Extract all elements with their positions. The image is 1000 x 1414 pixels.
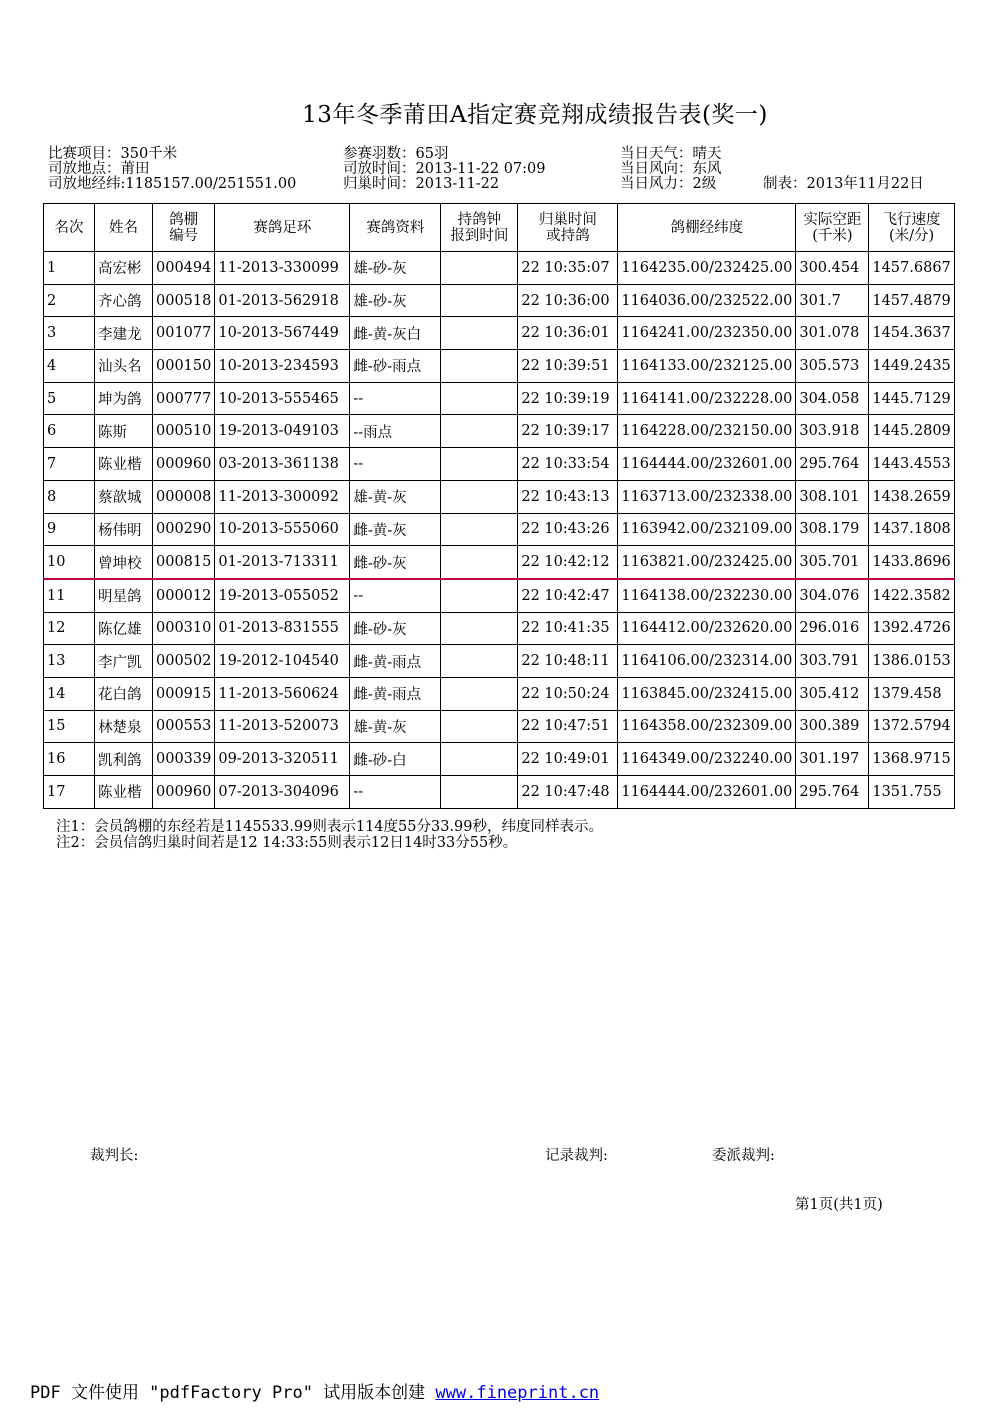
cell-loft-id: 000518 xyxy=(153,284,215,317)
cell-bird-info: -- xyxy=(350,579,441,612)
cell-return-time: 22 10:42:47 xyxy=(518,579,618,612)
header-ring: 赛鸽足环 xyxy=(215,204,350,252)
cell-name: 林楚泉 xyxy=(95,710,153,743)
cell-name: 杨伟明 xyxy=(95,513,153,546)
cell-rank: 4 xyxy=(44,350,95,383)
cell-clock-time xyxy=(441,350,518,383)
cell-bird-info: 雌-黄-雨点 xyxy=(350,677,441,710)
cell-distance: 303.918 xyxy=(796,415,869,448)
cell-name: 汕头名 xyxy=(95,350,153,383)
cell-name: 陈业楷 xyxy=(95,448,153,481)
cell-loft-id: 000815 xyxy=(153,546,215,579)
table-row xyxy=(44,284,955,317)
info-entries: 参赛羽数：65羽 xyxy=(343,146,449,162)
cell-speed: 1433.8696 xyxy=(869,546,954,579)
cell-clock-time xyxy=(441,317,518,350)
info-wind-direction: 当日风向：东风 xyxy=(620,161,722,177)
cell-rank: 1 xyxy=(44,252,95,285)
cell-return-time: 22 10:43:26 xyxy=(518,513,618,546)
cell-bird-info: 雌-砂-灰 xyxy=(350,546,441,579)
table-row xyxy=(44,513,955,546)
cell-distance: 308.101 xyxy=(796,480,869,513)
cell-loft-coords: 1163845.00/232415.00 xyxy=(618,677,796,710)
table-row xyxy=(44,677,955,710)
cell-ring: 01-2013-831555 xyxy=(215,612,350,645)
table-row xyxy=(44,415,955,448)
cell-speed: 1443.4553 xyxy=(869,448,954,481)
cell-return-time: 22 10:47:51 xyxy=(518,710,618,743)
pdf-footer xyxy=(30,1378,599,1403)
table-row xyxy=(44,350,955,383)
cell-loft-coords: 1164036.00/232522.00 xyxy=(618,284,796,317)
cell-ring: 09-2013-320511 xyxy=(215,743,350,776)
cell-return-time: 22 10:47:48 xyxy=(518,776,618,809)
cell-loft-id: 000290 xyxy=(153,513,215,546)
info-event: 比赛项目：350千米 xyxy=(48,146,178,162)
info-release-time: 司放时间：2013-11-22 07:09 xyxy=(343,161,546,177)
cell-bird-info: 雌-砂-白 xyxy=(350,743,441,776)
cell-ring: 10-2013-567449 xyxy=(215,317,350,350)
cell-loft-coords: 1164444.00/232601.00 xyxy=(618,448,796,481)
cell-clock-time xyxy=(441,284,518,317)
cell-name: 齐心鸽 xyxy=(95,284,153,317)
cell-ring: 11-2013-560624 xyxy=(215,677,350,710)
table-row xyxy=(44,776,955,809)
cell-loft-coords: 1164412.00/232620.00 xyxy=(618,612,796,645)
cell-loft-coords: 1163821.00/232425.00 xyxy=(618,546,796,579)
note-1: 注1：会员鸽棚的东经若是1145533.99则表示114度55分33.99秒，纬度同样表示。 xyxy=(56,819,603,835)
results-table xyxy=(43,203,955,809)
cell-name: 陈业楷 xyxy=(95,776,153,809)
cell-loft-id: 000960 xyxy=(153,448,215,481)
cell-ring: 10-2013-555060 xyxy=(215,513,350,546)
cell-name: 蔡歆城 xyxy=(95,480,153,513)
cell-clock-time xyxy=(441,579,518,612)
cell-speed: 1445.7129 xyxy=(869,382,954,415)
cell-clock-time xyxy=(441,677,518,710)
cell-loft-coords: 1164358.00/232309.00 xyxy=(618,710,796,743)
cell-loft-id: 000510 xyxy=(153,415,215,448)
header-distance: 实际空距 (千米) xyxy=(796,204,869,252)
cell-rank: 10 xyxy=(44,546,95,579)
cell-distance: 303.791 xyxy=(796,645,869,678)
cell-distance: 308.179 xyxy=(796,513,869,546)
cell-ring: 10-2013-234593 xyxy=(215,350,350,383)
header-rank: 名次 xyxy=(44,204,95,252)
cell-rank: 5 xyxy=(44,382,95,415)
cell-loft-id: 000960 xyxy=(153,776,215,809)
cell-loft-coords: 1164241.00/232350.00 xyxy=(618,317,796,350)
cell-distance: 304.076 xyxy=(796,579,869,612)
info-column-3 xyxy=(620,147,722,192)
header-return-time: 归巢时间 或持鸽 xyxy=(518,204,618,252)
cell-loft-coords: 1164444.00/232601.00 xyxy=(618,776,796,809)
cell-loft-id: 000012 xyxy=(153,579,215,612)
footer-text: PDF 文件使用 "pdfFactory Pro" 试用版本创建 xyxy=(30,1383,436,1403)
cell-ring: 11-2013-330099 xyxy=(215,252,350,285)
info-release-site: 司放地点：莆田 xyxy=(48,161,150,177)
cell-clock-time xyxy=(441,612,518,645)
footer-link[interactable]: www.fineprint.cn xyxy=(435,1383,600,1403)
cell-ring: 01-2013-562918 xyxy=(215,284,350,317)
cell-rank: 17 xyxy=(44,776,95,809)
cell-ring: 10-2013-555465 xyxy=(215,382,350,415)
cell-distance: 301.197 xyxy=(796,743,869,776)
cell-loft-coords: 1163942.00/232109.00 xyxy=(618,513,796,546)
cell-speed: 1437.1808 xyxy=(869,513,954,546)
cell-distance: 295.764 xyxy=(796,776,869,809)
cell-loft-id: 001077 xyxy=(153,317,215,350)
cell-bird-info: --雨点 xyxy=(350,415,441,448)
cell-distance: 300.454 xyxy=(796,252,869,285)
cell-rank: 3 xyxy=(44,317,95,350)
header-loft-coords: 鸽棚经纬度 xyxy=(618,204,796,252)
info-wind-force: 当日风力：2级 xyxy=(620,176,717,192)
info-column-1 xyxy=(48,147,296,192)
cell-clock-time xyxy=(441,710,518,743)
cell-rank: 9 xyxy=(44,513,95,546)
table-header-row xyxy=(44,204,955,252)
cell-bird-info: 雄-砂-灰 xyxy=(350,252,441,285)
cell-ring: 11-2013-520073 xyxy=(215,710,350,743)
cell-distance: 305.573 xyxy=(796,350,869,383)
cell-clock-time xyxy=(441,382,518,415)
cell-distance: 296.016 xyxy=(796,612,869,645)
header-loft-id: 鸽棚 编号 xyxy=(153,204,215,252)
cell-distance: 295.764 xyxy=(796,448,869,481)
cell-speed: 1379.458 xyxy=(869,677,954,710)
notes xyxy=(56,819,603,851)
cell-loft-id: 000915 xyxy=(153,677,215,710)
table-row xyxy=(44,252,955,285)
header-bird-info: 赛鸽资料 xyxy=(350,204,441,252)
table-row xyxy=(44,317,955,350)
table-row xyxy=(44,382,955,415)
table-row xyxy=(44,645,955,678)
table-row xyxy=(44,546,955,579)
cell-loft-coords: 1164228.00/232150.00 xyxy=(618,415,796,448)
cell-speed: 1457.6867 xyxy=(869,252,954,285)
table-row xyxy=(44,480,955,513)
cell-distance: 305.701 xyxy=(796,546,869,579)
cell-return-time: 22 10:49:01 xyxy=(518,743,618,776)
cell-loft-id: 000150 xyxy=(153,350,215,383)
cell-clock-time xyxy=(441,252,518,285)
cell-bird-info: 雄-砂-灰 xyxy=(350,284,441,317)
signature-recorder: 记录裁判: xyxy=(545,1148,608,1164)
table-body xyxy=(44,252,955,809)
cell-speed: 1445.2809 xyxy=(869,415,954,448)
cell-name: 曾坤校 xyxy=(95,546,153,579)
cell-bird-info: 雌-砂-雨点 xyxy=(350,350,441,383)
cell-speed: 1438.2659 xyxy=(869,480,954,513)
header-clock-time: 持鸽钟 报到时间 xyxy=(441,204,518,252)
header-name: 姓名 xyxy=(95,204,153,252)
table-row xyxy=(44,579,955,612)
cell-clock-time xyxy=(441,448,518,481)
cell-rank: 2 xyxy=(44,284,95,317)
cell-loft-coords: 1164133.00/232125.00 xyxy=(618,350,796,383)
cell-return-time: 22 10:36:00 xyxy=(518,284,618,317)
cell-rank: 15 xyxy=(44,710,95,743)
cell-bird-info: 雌-黄-灰 xyxy=(350,513,441,546)
cell-name: 李建龙 xyxy=(95,317,153,350)
cell-bird-info: 雌-砂-灰 xyxy=(350,612,441,645)
cell-bird-info: -- xyxy=(350,776,441,809)
cell-name: 陈亿雄 xyxy=(95,612,153,645)
cell-name: 明星鸽 xyxy=(95,579,153,612)
table-row xyxy=(44,710,955,743)
cell-clock-time xyxy=(441,776,518,809)
info-maker-date: 制表：2013年11月22日 xyxy=(763,176,924,192)
cell-rank: 16 xyxy=(44,743,95,776)
note-2: 注2：会员信鸽归巢时间若是12 14:33:55则表示12日14时33分55秒。 xyxy=(56,835,518,851)
cell-speed: 1351.755 xyxy=(869,776,954,809)
cell-return-time: 22 10:43:13 xyxy=(518,480,618,513)
cell-rank: 11 xyxy=(44,579,95,612)
cell-bird-info: 雄-黄-灰 xyxy=(350,480,441,513)
cell-clock-time xyxy=(441,645,518,678)
cell-name: 高宏彬 xyxy=(95,252,153,285)
cell-return-time: 22 10:39:19 xyxy=(518,382,618,415)
cell-speed: 1372.5794 xyxy=(869,710,954,743)
cell-clock-time xyxy=(441,513,518,546)
cell-name: 花白鸽 xyxy=(95,677,153,710)
table-row xyxy=(44,612,955,645)
cell-return-time: 22 10:36:01 xyxy=(518,317,618,350)
cell-ring: 01-2013-713311 xyxy=(215,546,350,579)
cell-return-time: 22 10:33:54 xyxy=(518,448,618,481)
cell-speed: 1454.3637 xyxy=(869,317,954,350)
cell-speed: 1392.4726 xyxy=(869,612,954,645)
cell-loft-id: 000339 xyxy=(153,743,215,776)
cell-bird-info: -- xyxy=(350,382,441,415)
cell-distance: 301.7 xyxy=(796,284,869,317)
cell-return-time: 22 10:50:24 xyxy=(518,677,618,710)
cell-clock-time xyxy=(441,415,518,448)
cell-rank: 12 xyxy=(44,612,95,645)
cell-speed: 1422.3582 xyxy=(869,579,954,612)
cell-loft-coords: 1164106.00/232314.00 xyxy=(618,645,796,678)
cell-rank: 13 xyxy=(44,645,95,678)
cell-ring: 03-2013-361138 xyxy=(215,448,350,481)
cell-rank: 7 xyxy=(44,448,95,481)
cell-ring: 19-2013-049103 xyxy=(215,415,350,448)
cell-rank: 8 xyxy=(44,480,95,513)
cell-return-time: 22 10:35:07 xyxy=(518,252,618,285)
info-column-2 xyxy=(343,147,546,192)
signature-chief-judge: 裁判长: xyxy=(90,1148,139,1164)
info-return-date: 归巢时间：2013-11-22 xyxy=(343,176,500,192)
cell-bird-info: -- xyxy=(350,448,441,481)
cell-name: 陈斯 xyxy=(95,415,153,448)
cell-speed: 1449.2435 xyxy=(869,350,954,383)
cell-loft-id: 000502 xyxy=(153,645,215,678)
cell-name: 凯利鸽 xyxy=(95,743,153,776)
cell-ring: 19-2013-055052 xyxy=(215,579,350,612)
cell-rank: 6 xyxy=(44,415,95,448)
cell-return-time: 22 10:41:35 xyxy=(518,612,618,645)
cell-loft-id: 000777 xyxy=(153,382,215,415)
cell-loft-coords: 1163713.00/232338.00 xyxy=(618,480,796,513)
signature-delegate: 委派裁判: xyxy=(712,1148,775,1164)
cell-speed: 1386.0153 xyxy=(869,645,954,678)
cell-ring: 07-2013-304096 xyxy=(215,776,350,809)
cell-return-time: 22 10:48:11 xyxy=(518,645,618,678)
cell-clock-time xyxy=(441,480,518,513)
cell-return-time: 22 10:42:12 xyxy=(518,546,618,579)
cell-loft-coords: 1164235.00/232425.00 xyxy=(618,252,796,285)
cell-distance: 305.412 xyxy=(796,677,869,710)
cell-loft-id: 000553 xyxy=(153,710,215,743)
cell-rank: 14 xyxy=(44,677,95,710)
page-number: 第1页(共1页) xyxy=(795,1197,883,1213)
cell-name: 坤为鸽 xyxy=(95,382,153,415)
cell-ring: 11-2013-300092 xyxy=(215,480,350,513)
cell-loft-id: 000310 xyxy=(153,612,215,645)
cell-loft-coords: 1164349.00/232240.00 xyxy=(618,743,796,776)
cell-loft-id: 000008 xyxy=(153,480,215,513)
cell-speed: 1457.4879 xyxy=(869,284,954,317)
cell-ring: 19-2012-104540 xyxy=(215,645,350,678)
info-weather: 当日天气：晴天 xyxy=(620,146,722,162)
cell-distance: 300.389 xyxy=(796,710,869,743)
report-title: 13年冬季莆田A指定赛竞翔成绩报告表(奖一) xyxy=(302,102,768,128)
cell-return-time: 22 10:39:17 xyxy=(518,415,618,448)
cell-bird-info: 雌-黄-灰白 xyxy=(350,317,441,350)
table-row xyxy=(44,743,955,776)
table-row xyxy=(44,448,955,481)
info-release-coords: 司放地经纬:1185157.00/251551.00 xyxy=(48,176,297,192)
cell-loft-coords: 1164141.00/232228.00 xyxy=(618,382,796,415)
cell-return-time: 22 10:39:51 xyxy=(518,350,618,383)
cell-bird-info: 雄-黄-灰 xyxy=(350,710,441,743)
cell-distance: 304.058 xyxy=(796,382,869,415)
cell-distance: 301.078 xyxy=(796,317,869,350)
cell-loft-id: 000494 xyxy=(153,252,215,285)
cell-loft-coords: 1164138.00/232230.00 xyxy=(618,579,796,612)
cell-name: 李广凯 xyxy=(95,645,153,678)
cell-speed: 1368.9715 xyxy=(869,743,954,776)
cell-bird-info: 雌-黄-雨点 xyxy=(350,645,441,678)
cell-clock-time xyxy=(441,743,518,776)
header-speed: 飞行速度 (米/分) xyxy=(869,204,954,252)
cell-clock-time xyxy=(441,546,518,579)
